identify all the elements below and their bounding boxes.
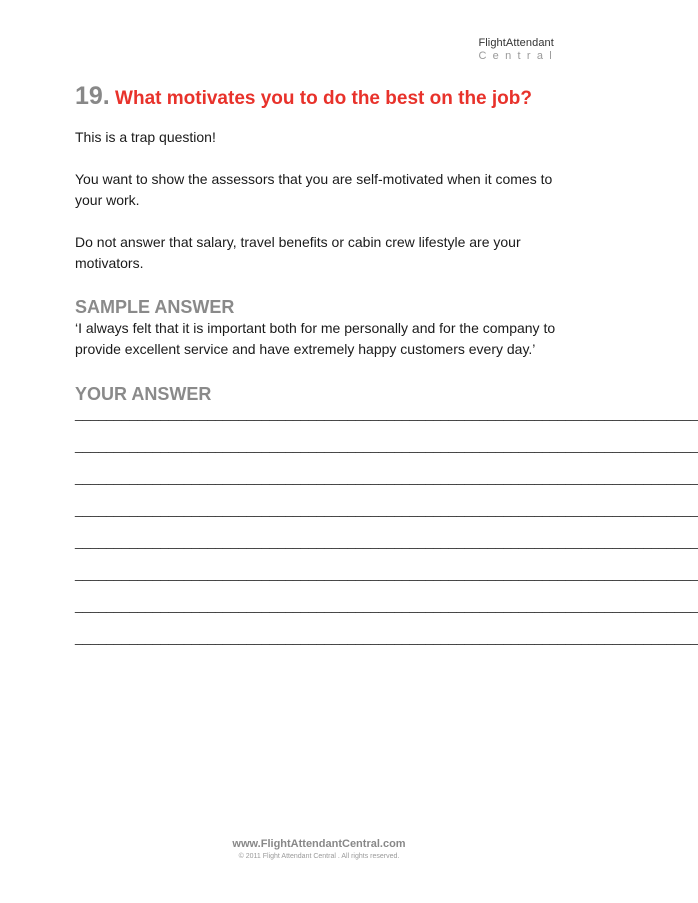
footer-copyright: © 2011 Flight Attendant Central . All rights reserved. (238, 853, 400, 860)
page-footer (0, 838, 638, 860)
question-title (75, 82, 565, 113)
sample-answer-text: ‘I always felt that it is important both for me personally and for the company to provide excellent service and have extremely happy customers every day.’ (75, 320, 556, 357)
answer-line[interactable]: ________________________________________________________________________________ (75, 405, 698, 421)
answer-line[interactable]: ________________________________________________________________________________ (75, 629, 698, 645)
your-answer-heading: YOUR ANSWER (75, 384, 212, 404)
answer-lines (75, 405, 698, 645)
answer-line[interactable]: ________________________________________________________________________________ (75, 565, 698, 581)
answer-line[interactable]: ________________________________________________________________________________ (75, 437, 698, 453)
brand-logo-line2: Central (478, 50, 558, 62)
intro-paragraph: This is a trap question! (75, 129, 216, 145)
answer-line[interactable]: ________________________________________________________________________________ (75, 469, 698, 485)
answer-line[interactable]: ________________________________________________________________________________ (75, 533, 698, 549)
answer-line[interactable]: ________________________________________________________________________________ (75, 597, 698, 613)
brand-logo (478, 38, 558, 62)
sample-answer-heading: SAMPLE ANSWER (75, 297, 235, 317)
question-text: What motivates you to do the best on the job? (115, 88, 532, 109)
page-content (75, 82, 698, 661)
answer-line[interactable]: ________________________________________________________________________________ (75, 501, 698, 517)
question-number: 19. (75, 82, 110, 110)
advice-paragraph: You want to show the assessors that you are self-motivated when it comes to your work. (75, 171, 553, 208)
footer-url[interactable]: www.FlightAttendantCentral.com (232, 838, 406, 850)
brand-logo-line1: FlightAttendant (478, 37, 554, 49)
warning-paragraph: Do not answer that salary, travel benefits or cabin crew lifestyle are your motivators. (75, 234, 521, 271)
